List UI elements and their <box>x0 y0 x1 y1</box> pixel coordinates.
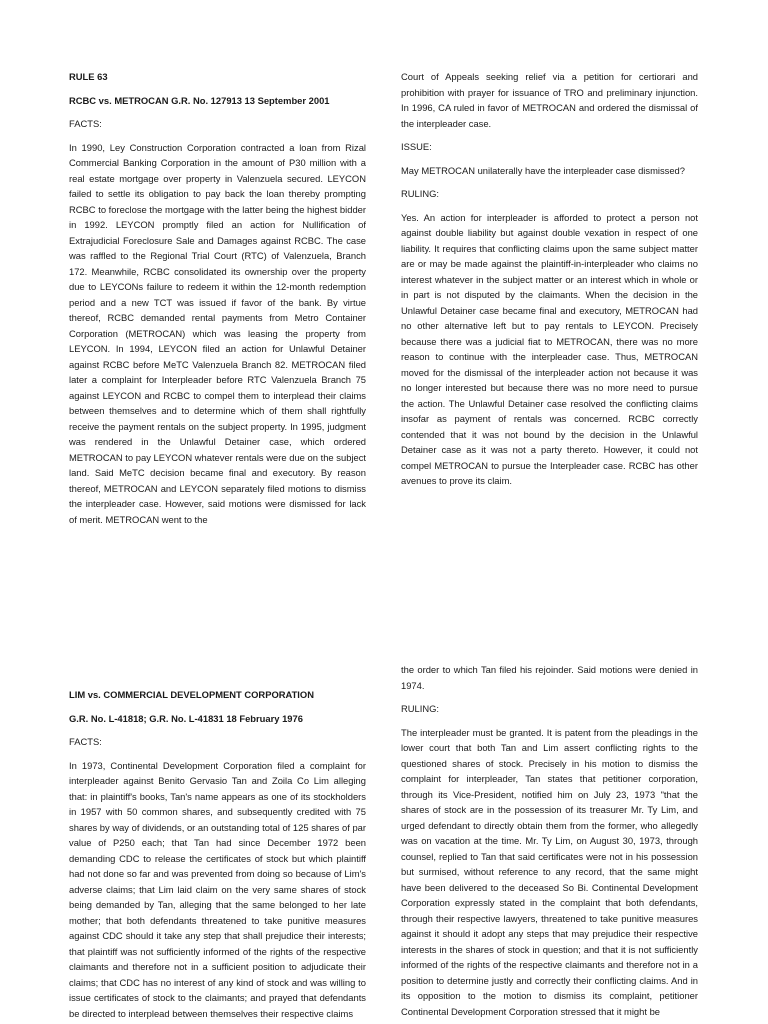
case-title-rcbc: RCBC vs. METROCAN G.R. No. 127913 13 September 2001 <box>69 94 330 106</box>
issue-paragraph: May METROCAN unilaterally have the interpleader case dismissed? <box>401 164 685 176</box>
column-2 <box>401 69 698 497</box>
ruling-label: RULING: <box>401 188 440 199</box>
case-title-lim: LIM vs. COMMERCIAL DEVELOPMENT CORPORATION <box>69 689 314 700</box>
rule-heading: RULE 63 <box>69 71 108 82</box>
column-1 <box>69 69 366 535</box>
column-4 <box>401 662 698 1024</box>
ruling-paragraph: Yes. An action for interpleader is afforded to protect a person not against double liability but against double vexation in respect of one liability. It requires that conflicting claims upon the same subject matter are or may be made against the plaintiff-in-interpleader who claims no interest whatever in the subject matter or an interest which in whole or in part is not disputed by the claimants. When the decision in the Unlawful Detainer case became final and executory, METROCAN had no other alternative left but to pay rentals to LEYCON. Precisely because there was a judicial fiat to METROCAN, there was no more reason to continue with the interpleader case. Thus, METROCAN moved for the dismissal of the interpleader action not because it was no longer interested but because there was no more need to pursue the action. The Unlawful Detainer case resolved the conflicting claims insofar as payment of rentals was concerned. RCBC correctly contended that it was not bound by the decision in the Unlawful Detainer case as it was not a party thereto. However, it could not compel METROCAN to pursue the Interpleader case. RCBC has other avenues to prove its claim. <box>401 211 698 486</box>
case-gr-number: G.R. No. L-41818; G.R. No. L-41831 18 February 1976 <box>69 712 303 724</box>
facts-paragraph: In 1990, Ley Construction Corporation contracted a loan from Rizal Commercial Banking Corporation in the amount of P30 million with a real estate mortgage over property in Valenzuela secured. LEYCON failed to settle its obligation to pay back the loan thereby prompting RCBC to foreclose the mortgage with the latter being the highest bidder in 1992. LEYCON promptly filed an action for Nullification of Extrajudicial Foreclosure Sale and Damages against RCBC. The case was raffled to the Regional Trial Court (RTC) of Valenzuela, Branch 172. Meanwhile, RCBC consolidated its ownership over the property due to LEYCONs failure to redeem it within the 12-month redemption period and a new TCT was issued if favor of the bank. By virtue thereof, RCBC demanded rental payments from Metro Container Corporation (METROCAN) which was leasing the property from LEYCON. In 1994, LEYCON filed an action for Unlawful Detainer against RCBC before MeTC Valenzuela Branch 82. METROCAN filed later a complaint for Interpleader before RTC Valenzuela Branch 75 against LEYCON and RCBC to compel them to interplead their claims between themselves and to determine which of them shall rightfully receive the payment rentals on the subject property. In 1995, judgment was rendered in the Unlawful Detainer case, which ordered METROCAN to pay LEYCON whatever rentals were due on the subject land. Said MeTC decision became final and executory. By reason thereof, METROCAN and LEYCON separately filed motions to dismiss the interpleader case. However, said motions were dismissed for lack of merit. METROCAN went to the <box>69 141 366 525</box>
issue-label: ISSUE: <box>401 141 432 152</box>
facts-label: FACTS: <box>69 736 102 747</box>
facts-paragraph: In 1973, Continental Development Corporation filed a complaint for interpleader against Benito Gervasio Tan and Zoila Co Lim alleging that: in plaintiff's books, Tan's name appears as one of its stockholders in 1957 with 50 common shares, and subsequently credited with 75 shares by way of dividends, or an outstanding total of 125 shares of par value of P250 each; that Tan had since December 1972 been demanding CDC to release the certificates of stock but which plaintiff had not done so far and was prevented from doing so because of Lim's adverse claims; that Lim laid claim on the very same shares of stock being demanded by Tan, alleging that the same belonged to her late mother; that both defendants threatened to take punitive measures against CDC should it take any step that shall prejudice their interests; that plaintiff was not sufficiently informed of the rights of the respective claimants and therefore not in a sufficient position to adjudicate their claims; that CDC has no interest of any kind of stock and was willing to issue certificates of stock to the claimants; and prayed that defendants be directed to interplead between themselves their respective claims <box>69 759 366 1019</box>
ruling-paragraph: The interpleader must be granted. It is patent from the pleadings in the lower court that both Tan and Lim assert conflicting rights to the questioned shares of stock. Precisely in his motion to dismiss the complaint for interpleader, Tan states that petitioner corporation, through its Vice-President, notified him on July 23, 1973 "that the shares of stock are in the possession of its treasurer Mr. Ty Lim, and urged defendant to directly obtain them from the former, who allegedly was on vacation at the time. Mr. Ty Lim, on August 30, 1973, through counsel, replied to Tan that said certificates were not in his possession but surmised, without reference to any record, that the same might have been delivered to the deceased So Bi. Continental Development Corporation expressly stated in the complaint that both defendants, through their respective lawyers, threatened to take punitive measures against it should it adopt any steps that may prejudice their respective interests in the shares of stock in question; and that it is not sufficiently informed of the rights of the respective claimants and therefore not in a position to determine justly and correctly their conflicting claims. And in its opposition to the motion to dismiss its complaint, petitioner Continental Development Corporation stressed that it might be <box>401 726 698 1017</box>
ruling-label: RULING: <box>401 703 440 714</box>
facts-continuation: Court of Appeals seeking relief via a petition for certiorari and prohibition with prayer for issuance of TRO and preliminary injunction. In 1996, CA ruled in favor of METROCAN and ordered the dismissal of the interpleader case. <box>401 71 698 129</box>
facts-label: FACTS: <box>69 118 102 129</box>
facts-continuation: the order to which Tan filed his rejoinder. Said motions were denied in 1974. <box>401 664 698 691</box>
column-3 <box>69 687 366 1024</box>
